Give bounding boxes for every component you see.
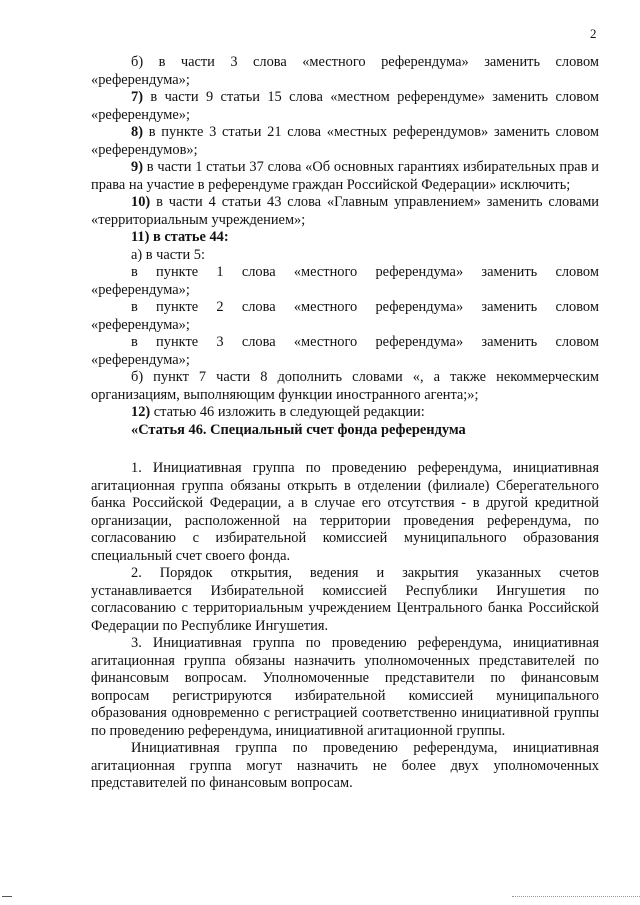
item-11-b: б) пункт 7 части 8 дополнить словами «, а также некоммерческим организациям, выполняющим функции иностранного агента;»; (91, 369, 599, 403)
item-8-text: в пункте 3 статьи 21 слова «местных референдумов» заменить словом «референдумов»; (91, 124, 599, 158)
word: слова (241, 334, 276, 350)
item-7-text: в части 9 статьи 15 слова «местном референдуме» заменить словом «референдуме»; (91, 89, 599, 123)
item-11-point3 (91, 334, 599, 352)
word: в (131, 334, 138, 350)
item-b-part3-line1: б) в части 3 слова «местного референдума» заменить словом (131, 54, 599, 70)
spacer (91, 439, 599, 460)
word: заменить (481, 334, 538, 350)
word: заменить (481, 299, 538, 315)
word: 3 (216, 334, 224, 350)
word: пункте (156, 299, 199, 315)
item-11-point1 (91, 264, 599, 282)
article-paragraph-2: 2. Порядок открытия, ведения и закрытия указанных счетов устанавливается Избирательной комиссией Республики Ингушетия по согласованию с территориальным учреждением Центрального банка Российской Федерации по Республике Ингушетия. (91, 565, 599, 634)
footer-mark (2, 896, 12, 897)
item-9-text: в части 1 статьи 37 слова «Об основных гарантиях избирательных прав и права на участие в референдуме граждан Российской Федерации» исключить; (91, 159, 599, 193)
word: пункте (156, 264, 199, 280)
document-body (91, 54, 599, 793)
word: слова (241, 299, 276, 315)
word: слова (241, 264, 276, 280)
word: «местного (293, 334, 358, 350)
item-12-text: статью 46 изложить в следующей редакции: (150, 404, 425, 420)
item-8-number: 8) (131, 124, 143, 140)
item-11-point2-tail: «референдума»; (91, 316, 190, 333)
word: в (131, 299, 138, 315)
item-11-point2 (91, 299, 599, 317)
item-10-number: 10) (131, 194, 151, 210)
word: словом (555, 299, 599, 315)
item-9-number: 9) (131, 159, 143, 175)
word: «местного (293, 264, 358, 280)
word: 2 (216, 299, 224, 315)
item-9 (91, 159, 599, 194)
article-46-title: «Статья 46. Специальный счет фонда референдума (131, 421, 466, 438)
item-12 (91, 404, 599, 422)
item-11-heading: 11) в статье 44: (131, 229, 229, 245)
word: референдума» (375, 299, 464, 315)
word: референдума» (375, 334, 464, 350)
item-10 (91, 194, 599, 229)
word: словом (555, 264, 599, 280)
article-paragraph-1: 1. Инициативная группа по проведению референдума, инициативная агитационная группа обязаны открыть в отделении (филиале) Сберегательного банка Российской Федерации, а в случае его отсутствия - в другой кредитной организации, расположенной на территории проведения референдума, по согласованию с избирательной комиссией муниципального образования специальный счет своего фонда. (91, 460, 599, 564)
item-11-point3-tail: «референдума»; (91, 351, 190, 368)
word: пункте (156, 334, 199, 350)
item-11-point1-tail: «референдума»; (91, 281, 190, 298)
article-paragraph-3: 3. Инициативная группа по проведению референдума, инициативная агитационная группа обязаны назначить уполномоченных представителей по финансовым вопросам. Уполномоченные представители по финансовым вопросам регистрируются избирательной комиссией муниципального образования одновременно с регистрацией соответственно инициативной группы по проведению референдума, инициативной агитационной группы. (91, 635, 599, 739)
word: «местного (293, 299, 358, 315)
footer-divider (512, 896, 640, 897)
word: референдума» (375, 264, 464, 280)
item-12-number: 12) (131, 404, 151, 420)
word: словом (555, 334, 599, 350)
article-paragraph-4: Инициативная группа по проведению референдума, инициативная агитационная группа могут назначить не более двух уполномоченных представителей по финансовым вопросам. (91, 740, 599, 791)
item-b-part3-line2: «референдума»; (91, 71, 190, 88)
item-7 (91, 89, 599, 124)
item-7-number: 7) (131, 89, 143, 105)
page-number: 2 (590, 26, 597, 41)
word: заменить (481, 264, 538, 280)
item-11-a: а) в части 5: (131, 246, 205, 263)
item-8 (91, 124, 599, 159)
word: в (131, 264, 138, 280)
item-10-text: в части 4 статьи 43 слова «Главным управлением» заменить словами «территориальным учреждением»; (91, 194, 599, 228)
word: 1 (216, 264, 224, 280)
